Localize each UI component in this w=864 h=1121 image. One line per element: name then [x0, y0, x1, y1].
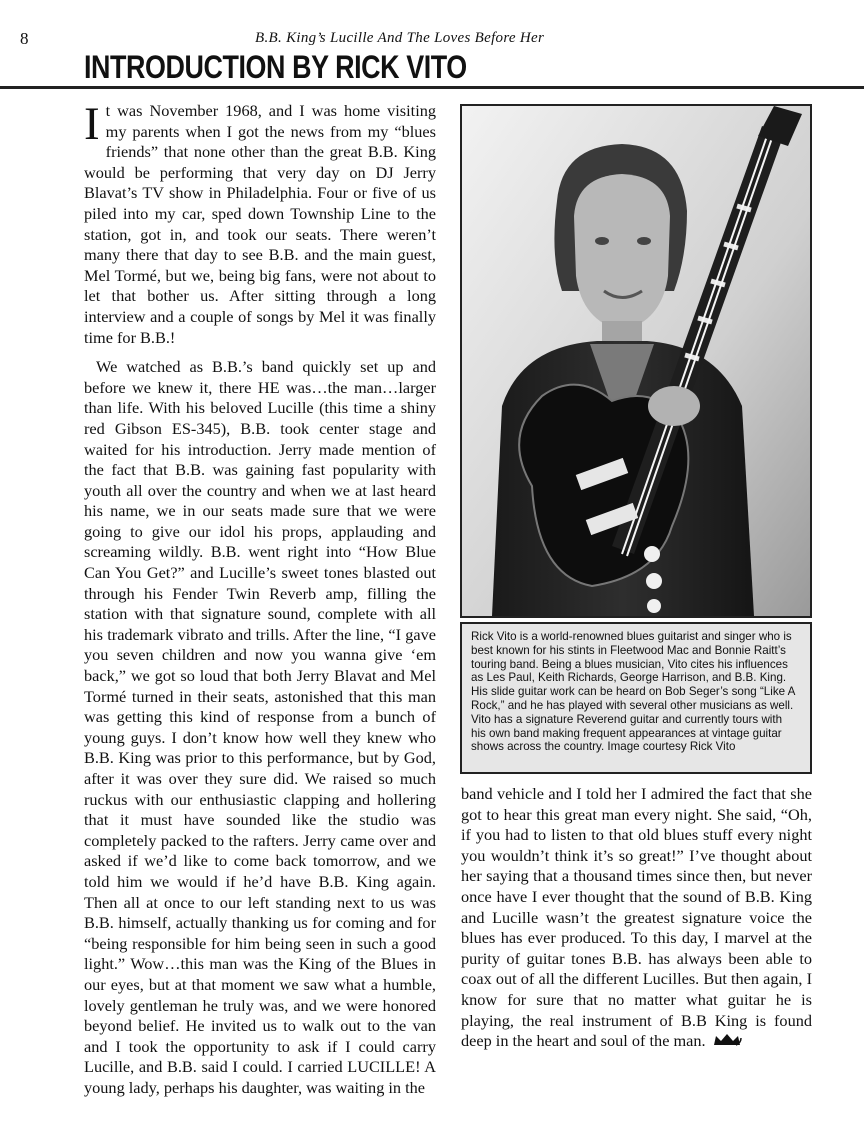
photo-rick-vito [460, 104, 812, 618]
paragraph-2: We watched as B.B.’s band quickly set up and before we knew it, there HE was…the man…larger than life. With his beloved Lucille (this time a shiny red Gibson ES-345), B.B. took center stage and waited for his introduction. Jerry made mention of the fact that B.B. was gaining fast popularity with youth all over the country and when we at last heard his name, we in our seats made sure that we were going to give our idol his props, applauding and screaming wildly. B.B. went right into “How Blue Can You Get?” and Lucille’s sweet tones blasted out through his Fender Twin Reverb amp, filling the station with that signature sound, complete with all his trademark vibrato and trills. After the line, “I gave you seven children and now you wanna give ‘em back,” we got so loud that both Jerry Blavat and Mel Tormé turned in their seats, astonished that this man was getting this kind of response from a bunch of young guys. I don’t know how well they knew who B.B. King was prior to this performance, but by God, after it was over they sure did. We raised so much ruckus with our enthusiastic clapping and hollering that it must have sounded like the studio was completely packed to the rafters. Jerry came over and asked if we’d like to come back tomorrow, and we told him we would if he’d have B.B. King again. Then all at once to our left standing next to us was B.B. himself, actually thanking us for coming and for “being responsible for him being seen in such a good light.” Wow…this man was the King of the Blues in our eyes, but at that moment we saw what a humble, lovely gentleman he truly was, and we were honored beyond belief. He invited us to walk out to the van and I took the opportunity to ask if I could carry Lucille, and B.B. said I could. I carried LUCILLE! A young lady, perhaps his daughter, was waiting in the [84, 357, 436, 1097]
paragraph-1-text: t was November 1968, and I was home visiting my parents when I got the news from my “blues friends” that none other than the great B.B. King would be performing that very day on DJ Jerry Blavat’s TV show in Philadelphia. Four or five of us piled into my car, sped down Township Line to the station, got in, and took our seats. There weren’t many there that day to see B.B. and the main guest, Mel Tormé, but we, being big fans, were not about to let that bother us. After sitting through a long interview and a couple of songs by Mel it was finally time for B.B.! [84, 101, 436, 347]
paragraph-2-continued-text: band vehicle and I told her I admired the fact that she got to hear this great man every night. She said, “Oh, if you had to listen to that old blues stuff every night you wouldn’t think it’s so great!” I’ve thought about her saying that a thousand times since then, but never once have I ever thought that the sound of B.B. King and Lucille wasn’t the greatest signature voice the blues has ever produced. To this day, I marvel at the purity of guitar tones B.B. has always been able to coax out of all the different Lucilles. But then again, I know for sure that no matter what guitar he is playing, the real instrument of B.B King is found deep in the heart and soul of the man. [461, 784, 812, 1051]
left-column [84, 98, 436, 1099]
article-title: INTRODUCTION BY RICK VITO [84, 49, 467, 85]
title-rule [0, 86, 864, 89]
running-header: B.B. King’s Lucille And The Loves Before Her [255, 30, 545, 46]
right-column [461, 784, 812, 1053]
paragraph-1 [84, 98, 436, 348]
crown-end-mark-icon [712, 1032, 742, 1053]
guitarist-photo-illustration [462, 106, 810, 616]
photo-caption: Rick Vito is a world-renowned blues guitarist and singer who is best known for his stints in Fleetwood Mac and Bonnie Raitt’s touring band. Being a blues musician, Vito cites his influences as Les Paul, Keith Richards, George Harrison, and B.B. King. His slide guitar work can be heard on Bob Seger’s song “Like A Rock,” and he has played with several other musicians as well. Vito has a signature Reverend guitar and currently tours with his own band making frequent appearances at vintage guitar shows across the country. Image courtesy Rick Vito [460, 622, 812, 774]
drop-cap: I [84, 98, 100, 150]
paragraph-2-continued [461, 784, 812, 1053]
page-number: 8 [20, 29, 29, 48]
